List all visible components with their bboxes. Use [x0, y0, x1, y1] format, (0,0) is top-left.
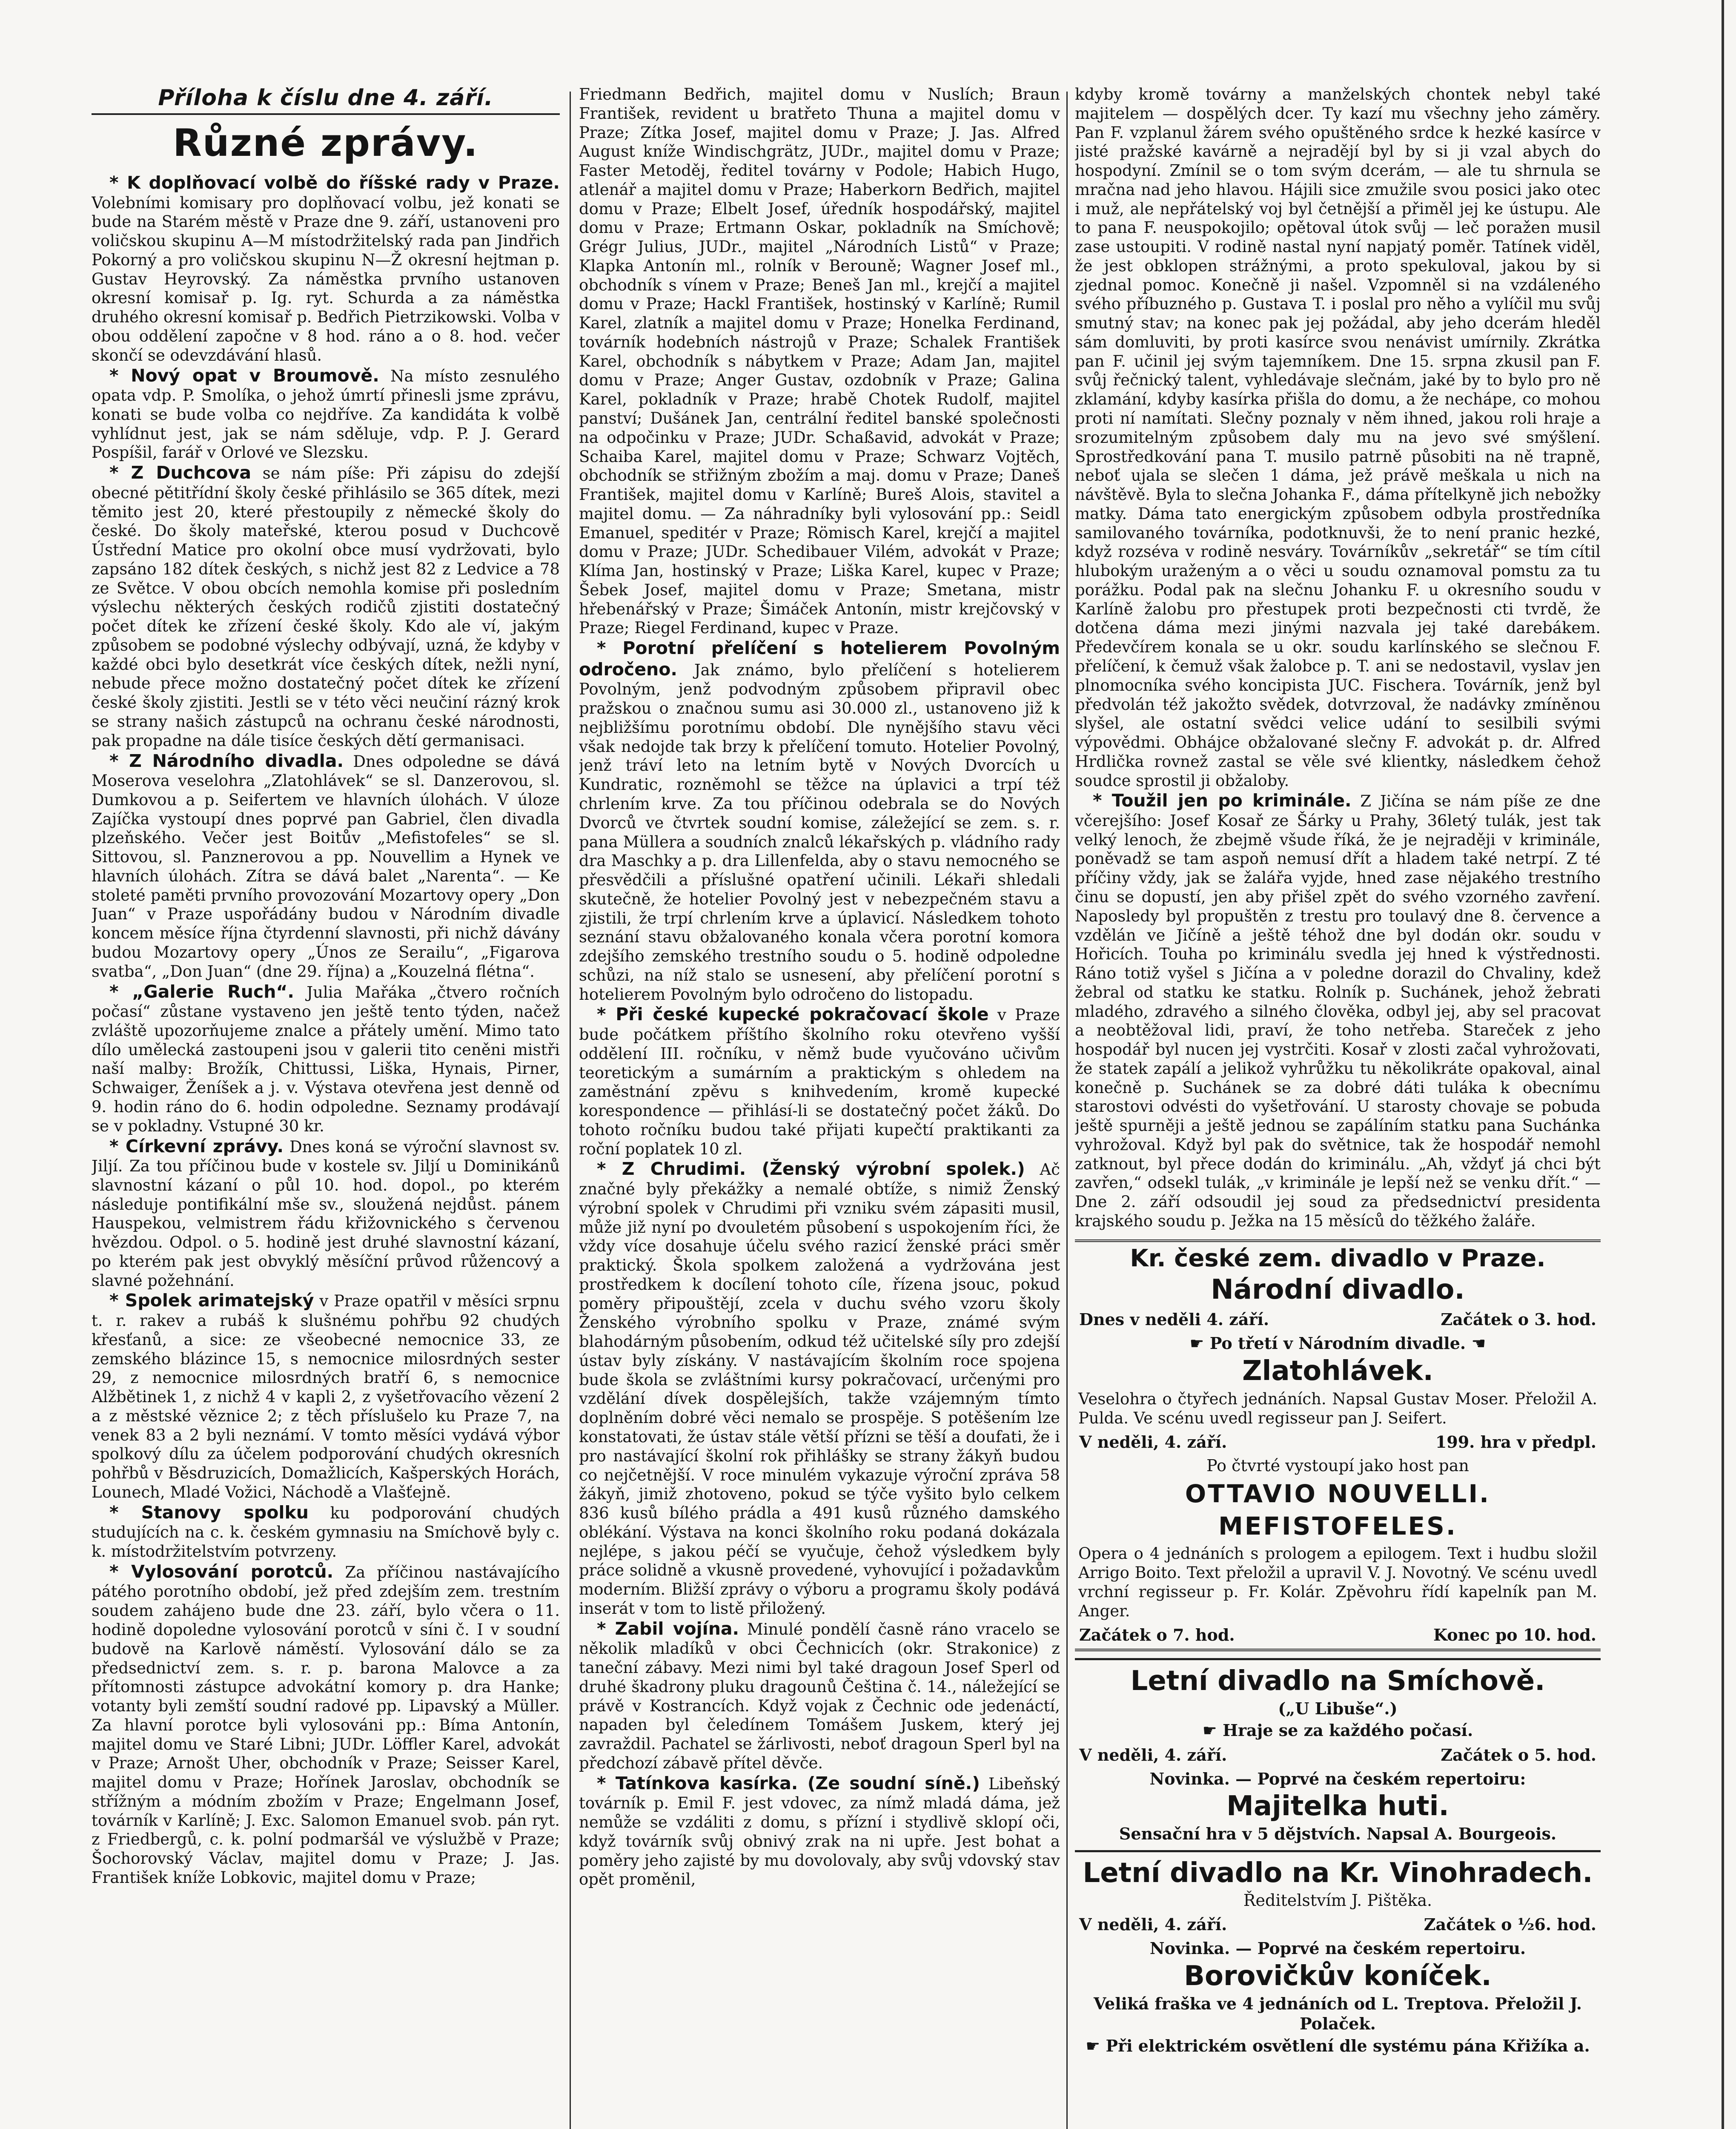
novelty-line: Novinka. — Poprvé na českém repertoiru.	[1149, 1939, 1526, 1958]
play-title: Borovičkův koníček.	[1184, 1960, 1492, 1992]
article-headline: * Nový opat v Broumově.	[109, 365, 379, 386]
article-text: Ač značné byly překážky a nemalé obtíže, s nimiž Ženský výrobní spolek v Chrudimi při vzniku svém zápasiti musil, může již nyní po dvouletém působení s uspokojením říci, že vždy více dosahuje účelu svého razicí ženské práci směr praktický. Škola spolkem založená a vydržována jest prostředkem k docílení tohoto cíle, řízena jsouc, pokud poměry připouštějí, zcela v duchu svého vzoru školy Ženského výrobního spolku v Praze, známé svým blahodárným působením, odkud též učitelské síly pro zdejší ústav byly získány. V nastávajícím školním roce spojena bude škola se zvláštními kursy pokračovací, určenými pro vzdělání dívek dospělejších, takže vzájemným tímto doplněním dobré věci nemalo se prospěje. S potěšením lze konstatovati, že ústav stále větší přízni se těší a doufati, že i pro nastávající školní rok přihlášky se strany žákyň budou co nejčetnější. V roce minulém vykazuje výroční zpráva 58 žákyň, jimiž zhotoveno, pokud se týče vyšito bylo celkem 836 kusů bílého prádla a 491 kusů různého damského oblékání. Výstava na konci školního roku podaná dokázala nejlépe, s jakou péčí se vyučuje, čehož výsledkem byly práce solidně a vkusně provedené, vyhovující i požadavkům moderním. Bližší zprávy o výboru a programu školy podává inserát v tom to listě přiložený.	[579, 1160, 1060, 1618]
start-evening: Začátek o 7. hod.	[1079, 1625, 1235, 1644]
theatre-name: Letní divadlo na Smíchově.	[1130, 1665, 1545, 1697]
start-time: Začátek o 3. hod.	[1441, 1309, 1596, 1329]
play-title: Zlatohlávek.	[1242, 1355, 1433, 1387]
theatre-smichov-ad	[1075, 1658, 1601, 1844]
column-2	[579, 85, 1060, 2129]
article-paragraph	[92, 751, 560, 981]
weather-note: Hraje se za každého počasí.	[1223, 1721, 1473, 1740]
matinee-row	[1079, 1310, 1596, 1329]
lighting-row	[1075, 2036, 1601, 2057]
article-text: Volebními komisary pro doplňovací volbu, jež konati se bude na Starém městě v Praze dne 9. září, ustanoveni pro voličskou skupinu A—M místodržitelský rada pan Jindřich Pokorný a pro voličskou skupinu N—Ž okresní hejtman p. Gustav Heyrovský. Za náměstka prvního ustanoven okresní komisař p. Ig. ryt. Schurda a za náměstka druhého okresní komisař p. Bedřich Pietrzikowski. Volba v obou oddělení započne v 8 hod. ráno a o 8. hod. večer skončí se odevzdávání hlasů.	[92, 193, 560, 364]
article-text: Libeňský továrník p. Emil F. jest vdovec, za nímž mladá dáma, jež nemůže se vzdáliti z domu, s přízní i stydlivě sklopí oči, když továrník svůj obnivý zrak na ni upře. Jest bohat a poměry jeho zajisté by mu dovolovaly, aby svůj vdovský stav opět proměnil,	[579, 1774, 1060, 1889]
article-paragraph	[579, 1618, 1060, 1773]
article-text: v Praze bude počátkem příštího školního roku otevřeno vyšší oddělení III. ročníku, v němž bude vyučováno učivům teoretickým a sumárním a praktickým s ohledem na zaměstnání zpěvu s knihvedením, kromě kupecké korespondence — přihlásí-li se dostatečný počet žáků. Do tohoto ročníku budou také přijati kupečtí praktikanti za roční poplatek 10 zl.	[579, 1006, 1060, 1158]
article-headline: * Tatínkova kasírka. (Ze soudní síně.)	[597, 1773, 980, 1793]
article-paragraph	[1075, 85, 1601, 790]
evening-date: V neděli, 4. září.	[1079, 1432, 1227, 1452]
article-text: Na místo zesnulého opata vdp. P. Smolíka, o jehož úmrtí přinesli jsme zprávu, konati se bude volba co nejdříve. Za kandidáta k volbě vyhlídnut jest, jak se nám sděluje, vdp. P. J. Gerard Pospíšil, farář v Orlové ve Slezsku.	[92, 367, 560, 462]
end-evening: Konec po 10. hod.	[1433, 1625, 1596, 1644]
col1-articles	[92, 172, 560, 1888]
guest-line: Po čtvrté vystoupí jako host pan	[1206, 1456, 1469, 1475]
theatre-name: Letní divadlo na Kr. Vinohradech.	[1083, 1857, 1593, 1889]
opera-title: MEFISTOFELES.	[1218, 1512, 1457, 1541]
repeat-note: Po třetí v Národním divadle.	[1209, 1333, 1466, 1353]
article-text: se nám píše: Při zápisu do zdejší obecné pětitřídní školy české přihlásilo se 365 dítek, mezi těmito jest 20, které přestoupily z německé školy do české. Do školy mateřské, kterou posud v Duchcově Ústřední Matice pro okolní obce musí vydržovati, bylo zapsáno 182 dítek českých, s nichž jest 82 z Ledvice a 78 ze Světce. V obou obcích nemohla komise při posledním výslechu některých českých rodičů zjistiti dostatečný počet dítek ke zřízení české školy. Kdo ale ví, jakým způsobem se podobné výslechy odbývají, uzná, že kdyby v každé obci bylo desetkrát více českých dítek, nežli nyní, nebude přece možno dostatečný počet dítek ke zřízení české školy zjistiti. Jestli se v této věci neučiní rázný krok se strany našich zástupců na ochranu české národnosti, pak propadne na dále tisíce českých dětí germanisaci.	[92, 464, 560, 750]
pointing-hand-icon: ☛	[1189, 1334, 1204, 1353]
article-headline: * Spolek arimatejský	[109, 1290, 314, 1311]
article-text: Dnes koná se výroční slavnost sv. Jiljí. Za tou příčinou bude v kostele sv. Jiljí u Dominikánů slavnostní kázaní o půl 10. hod. dopol., po kterém následuje pontifikální mše sv., sloužená nejdůst. pánem Hauspekou, velmistrem řádu křižovnického s červenou hvězdou. Odpol. o 5. hodině jest druhé slavnostní kázaní, po kterém pak jest obvyklý měsíční průvod růžencový a slavné požehnání.	[92, 1137, 560, 1290]
article-paragraph	[92, 981, 560, 1136]
article-paragraph	[579, 1159, 1060, 1618]
theatre-name: Národní divadlo.	[1211, 1274, 1465, 1306]
theatre-header: Kr. české zem. divadlo v Praze.	[1130, 1244, 1546, 1272]
weather-row	[1075, 1720, 1601, 1741]
article-text: kdyby kromě továrny a manželských chontek nebyl také majitelem — dospělých dcer. Ty kazí mu všechny jeho záměry. Pan F. vzplanul žárem svého opuštěného srdce k hezké kasírce v jisté pražské kavárně a nejradějí byl by si ji vzal abych do hospodyní. Zmínil se o tom svým dcerám, — ale tu shrnula se mračna nad jeho hlavou. Hájili sice zmužile svou posici jako otec i muž, ale nepřátelský voj byl četnější a přiměl jej ke ústupu. Ale to pana F. neuspokojilo; opětoval útok svůj — leč poražen musil zase ustoupiti. V rodině nastal nyní napjatý poměr. Tatínek viděl, že jest obklopen strážnými, a proto spekuloval, jakou by si zjednal pomoc. Konečně ji našel. Vzpomněl si na vzdáleného svého příbuzného p. Gustava T. i poslal pro něho a vylíčil mu svůj smutný stav; na konec pak jej požádal, aby jeho dcerám hleděl sám domluviti, by proti kasírce svou nenávist umírnily. Zkrátka pan F. učinil jej svým tajemníkem. Dne 15. srpna zkusil pan F. svůj řečnický talent, vyhledávaje slečnám, jaké by to bylo pro ně zklamání, kdyby kasírka přišla do domu, a že nechápe, co mohou proti ní namítati. Slečny poznaly v něm ihned, jakou roli hraje a srozumitelným způsobem daly mu na jevo své smýšlení. Sprostředkování pana T. musilo patrně působiti na ně trapně, neboť ujala se slečen 1 dáma, jež právě meškala u nich na návštěvě. Byla to slečna Johanka F., dáma přítelkyně jich nebožky matky. Dáma tato energickým způsobem odbyla prostředníka samilovaného továrníka, podotknuvši, že to není pranic hezké, když rozséva v rodině nesváry. Továrníkův „sekretář“ se tím cítil hlubokým uraženým a o věci u soudu oznamoval pomstu za tu porážku. Podal pak na slečnu Johanku F. u okresního soudu v Karlíně žalobu pro přestupek proti bezpečnosti cti tvrdě, že dotčena dáma mezi jinými nazvala jej také darebákem. Předevčírem konala se u okr. soudu karlínského se slečnou F. přelíčení, k čemuž však žalobce p. T. ani se nedostavil, vyslav jen plnomocníka svého koncipista JUC. Fischera. Továrník, jenž byl předvolán též jakožto svědek, dotvrzoval, že nadávky zmíněnou slyšel, ale ostatní svědci velice udání to sesilbili svými výpovědmi. Obhájce obžalované slečny F. advokát p. dr. Alfred Hrdlička rovnež zastal se věle své klientky, následkem čehož soudce sprostil ji obžaloby.	[1075, 85, 1601, 790]
column-3	[1075, 85, 1601, 2129]
article-headline: * Z Národního divadla.	[109, 750, 344, 771]
date-line: V neděli, 4. září.	[1079, 1915, 1227, 1934]
opera-description: Opera o 4 jednáních s prologem a epilogem. Text i hudbu složil Arrigo Boito. Text přeložil a upravil V. J. Novotný. Ve scénu uvedl vrchní regisseur p. Fr. Kolár. Zpěvohru řídí kapelník pan M. Anger.	[1078, 1544, 1597, 1621]
page-edge	[1722, 0, 1724, 2129]
lighting-note: Při elektrickém osvětlení dle systému pána Křižíka a.	[1106, 2036, 1590, 2055]
novelty-line: Novinka. — Poprvé na českém repertoiru:	[1149, 1769, 1526, 1788]
article-text: Minulé pondělí časně ráno vracelo se několik mladíků v obci Čechnicích (okr. Strakonice) z taneční zábavy. Mezi nimi byl také dragoun Josef Sperl od druhé škadrony pluku dragounů Čeština č. 14., náležející se právě v Kostrancích. Když vojak z Čechnic ode jedenáctí, napaden byl čeledínem Tomášem Juskem, který jej zavraždil. Pachatel se žárlivosti, neboť dragoun Sperl byl na předchozí zábavě přítel děvče.	[579, 1620, 1060, 1772]
pointing-hand-icon: ☛	[1086, 2036, 1100, 2055]
article-text: Friedmann Bedřich, majitel domu v Nuslích; Braun František, revident u bratřeto Thuna a majitel domu v Praze; Zítka Josef, majitel domu v Praze; J. Jas. Alfred August kníže Windischgrätz, JUDr., majitel domu v Praze; Faster Metoděj, ředitel továrny v Podole; Habich Hugo, atlenář a majitel domu v Praze; Haberkorn Bedřich, majitel domu v Praze; Elbelt Josef, úředník hospodářský, majitel domu v Praze; Ertmann Oskar, pokladník na Smíchově; Grégr Julius, JUDr., majitel „Národních Listů“ v Praze; Klapka Antonín ml., rolník v Berouně; Wagner Josef ml., obchodník s vínem v Praze; Beneš Jan ml., krejčí a majitel domu v Praze; Hackl František, hostinský v Karlíně; Rumil Karel, zlatník a majitel domu v Praze; Honelka Ferdinand, továrník hodebních nástrojů v Praze; Schalek František Karel, obchodník s nábytkem v Praze; Adam Jan, majitel domu v Praze; Anger Gustav, ozdobník v Praze; Galina Karel, pokladník v Praze; hrabě Chotek Rudolf, majitel panství; Dušánek Jan, centrální ředitel banské společnosti na odpočinku v Praze; JUDr. Schaßavid, advokát v Praze; Schaiba Karel, majitel domu v Praze; Schwarz Vojtěch, obchodník se střižným zbožím a maj. domu v Praze; Daneš František, majitel domu v Karlíně; Bureš Alois, stavitel a majitel domu. — Za náhradníky byli vylosování pp.: Seidl Emanuel, speditér v Praze; Römisch Karel, krejčí a majitel domu v Praze; JUDr. Schedibauer Vilém, advokát v Praze; Klíma Jan, hostinský v Praze; Liška Karel, kupec v Praze; Šebek Josef, majitel domu v Praze; Smetana, mistr hřebenářský v Praze; Šimáček Antonín, mistr krejčovský v Praze; Riegel Ferdinand, kupec v Praze.	[579, 85, 1060, 637]
article-headline: * „Galerie Ruch“.	[109, 981, 294, 1002]
article-headline: * K doplňovací volbě do říšské rady v Praze.	[109, 172, 560, 193]
article-headline: * Při české kupecké pokračovací škole	[597, 1004, 989, 1025]
supplement-title: Příloha k číslu dne 4. září.	[158, 85, 493, 111]
play-description: Sensační hra v 5 dějstvích. Napsal A. Bourgeois.	[1119, 1824, 1557, 1844]
theatre-national-ad	[1075, 1240, 1601, 1651]
evening-note: 199. hra v předpl.	[1435, 1432, 1596, 1452]
play-description: Veliká fraška ve 4 jednáních od L. Treptova. Přeložil J. Polaček.	[1094, 1994, 1582, 2034]
article-text: Za příčinou nastávajícího pátého porotního období, jež před zdejším zem. trestním soudem zahájeno bude dne 23. září, bylo včera o 11. hodině dopoledne vylosování porotců v síni č. I v soudní budově na Karlově náměstí. Vylosování dálo se za předsednictví zem. s. r. p. barona Malovce a za přítomnosti zástupce advokátní komory p. dra Hanke; votanty byli zemští soudní radové pp. Lipavský a Müller. Za hlavní porotce byli vylosováni pp.: Bíma Antonín, majitel domu ve Staré Libni; JUDr. Löffler Karel, advokát v Praze; Arnošt Uher, obchodník v Praze; Seisser Karel, majitel domu v Praze; Hořínek Jaroslav, obchodník se střížným a módním zbožím v Praze; Engelmann Josef, továrník v Karlíně; J. Exc. Salomon Emanuel svob. pán ryt. z Friedbergů, c. k. polní podmaršál ve výslužbě v Praze; Šochorovský Václav, majitel domu v Praze; J. Jas. František kníže Lobkovic, majitel domu v Praze;	[92, 1563, 560, 1887]
guest-name: OTTAVIO NOUVELLI.	[1185, 1479, 1491, 1509]
article-headline: * Z Chrudimi. (Ženský výrobní spolek.)	[597, 1159, 1025, 1179]
evening-times	[1079, 1625, 1596, 1644]
pointing-hand-icon: ☚	[1471, 1334, 1486, 1353]
column-rule	[570, 92, 571, 2129]
article-text: Dnes odpoledne se dává Moserova veselohra „Zlatohlávek“ se sl. Danzerovou, sl. Dumkovou a p. Seifertem ve hlavních úlohách. V úloze Zajíčka vystoupí dnes poprvé pan Gabriel, člen divadla plzeňského. Večer jest Boitův „Mefistofeles“ se sl. Sittovou, sl. Panznerovou a pp. Nouvellim a Hynek ve hlavních úlohách. Zítra se dává balet „Narenta“. — Ke stoleté paměti prvního provozování Mozartovy opery „Don Juan“ v Praze uspořádány budou v Národním divadle koncem měsíce října čtyrdenní slavnosti, při nichž dávány budou Mozartovy opery „Únos ze Serailu“, „Figarova svatba“, „Don Juan“ (dne 29. října) a „Kouzelná flétna“.	[92, 752, 560, 981]
article-paragraph	[92, 462, 560, 750]
article-text: ku podporování chudých studujících na c. k. českém gymnasiu na Smíchově byly c. k. místodržitelstvím potvrzeny.	[92, 1503, 560, 1561]
article-text: Jak známo, bylo přelíčení s hotelierem Povolným, jenž podvodným způsobem připravil obec pražskou o značnou sumu asi 30.000 zl., ustanoveno již k nejbližšímu porotnímu období. Dle nynějšího stavu věci však nedojde tak brzy k přelíčení tomuto. Hotelier Povolný, jenž tráví leto na letním bytě v Nových Dvorcích u Kundratic, rozněmohl se těžce na úplavici a trpí též chrlením krve. Za tou příčinou odebrala se do Nových Dvorců ve čtvrtek soudní komise, záležející se zem. s. r. pana Müllera a soudních znalců lékařských p. vládního rady dra Maschky a p. dra Lillenfelda, aby o stavu nemocného se přesvědčili a příslušné opatření učinili. Lékaři shledali skutečně, že hotelier Povolný jest v nebezpečném stavu a zjistili, že trpí chrlením krve a úplavicí. Následkem tohoto seznání stavu obžalovaného konala včera porotní komora zdejšího zemského trestního soudu o 5. hodině odpoledne schůzi, na níž stalo se usnesení, aby přelíčení porotní s hotelierem Povolným bylo odročeno do listopadu.	[579, 660, 1060, 1004]
date-row	[1079, 1915, 1596, 1934]
article-paragraph	[579, 1004, 1060, 1159]
article-headline: * Toužil jen po kriminále.	[1093, 790, 1352, 811]
theatre-vinohrady-ad	[1075, 1850, 1601, 2057]
article-paragraph	[579, 1773, 1060, 1889]
repeat-note-row	[1075, 1333, 1601, 1354]
article-paragraph	[92, 1561, 560, 1888]
article-text: Z Jičína se nám píše ze dne včerejšího: Josef Kosař ze Šárky u Prahy, 36letý tulák, jest tak velký lenoch, že zbejmě všude říká, že je nejraději v kriminále, poněvadž se tam aspoň nemusí dřít a hladem také netrpí. Z té příčiny vždy, jak se žalářa vyjde, hned zase nějakého trestního činu se dopustí, jen aby přišel zpět do svého vzorného zavření. Naposledy byl propuštěn z trestu pro toulavý dne 8. července a vzdělán ve Jičíně a ještě téhož dne byl dodán okr. soudu v Hořicích. Touha po kriminálu svedla jej hned k výstřednosti. Ráno totiž vyšel s Jičína a v poledne dorazil do Chvaliny, kdež žebral od statku ke statku. Rolník p. Suchánek, jehož žebrati mladého, zdravého a silného člověka, odbyl jej, aby sel pracovat a neobtěžoval lidi, praví, že toho netřeba. Stareček z jeho hospodář byl nucen jej vystrčiti. Kosař v zlosti začal vyhrožovati, že statek zapálí a jelikož vyhrůžku tu několikráte opakoval, ainal konečně p. Suchánek se za dobré dáti tuláka k obecnímu starostovi odvésti do vyšetřování. U starosty chovaje se pobuda ještě spurněji a ještě jednou se zapálíním statku pana Suchánka vyhrožoval. Když byl pak do světnice, tak že hospodář nemohl zatknout, byl přece dodán do kriminálu. „Ah, vždyť já chci být zavřen,“ odsekl tulák, „v kriminále je lepší než se venku dřít.“ — Dne 2. září odsoudil jej soud za předsednictví presidenta krajského soudu p. Ježka na 15 měsíců do těžkého žaláře.	[1075, 792, 1601, 1231]
article-headline: * Z Duchcova	[109, 462, 252, 483]
play-title: Majitelka huti.	[1226, 1790, 1449, 1822]
director-line: Ředitelstvím J. Pištěka.	[1243, 1891, 1432, 1910]
start-time: Začátek o 5. hod.	[1441, 1745, 1596, 1765]
column-rule	[1066, 92, 1068, 2129]
col3-articles	[1075, 85, 1601, 1231]
article-headline: * Vylosování porotců.	[109, 1561, 334, 1582]
article-headline: * Porotní přelíčení s hotelierem Povolným odročeno.	[579, 638, 1060, 680]
article-text: Julia Mařáka „čtvero ročních počasí“ zůstane vystaveno jen ještě tento týden, načež zvláště upozorňujeme znalce a přátely umění. Mimo tato dílo umělecká zastoupeni jsou v galerii tito ceněni mistři naší malby: Brožík, Chittussi, Liška, Hynais, Pirner, Schwaiger, Ženíšek a j. v. Výstava otevřena jest denně od 9. hodin ráno do 6. hodin odpoledne. Seznamy prodávají se v pokladny. Vstupné 30 kr.	[92, 983, 560, 1135]
article-paragraph	[1075, 790, 1601, 1231]
article-paragraph	[92, 365, 560, 463]
section-title: Různé zprávy.	[173, 121, 478, 165]
article-paragraph	[579, 85, 1060, 638]
article-paragraph	[92, 172, 560, 365]
article-headline: * Zabil vojína.	[597, 1618, 739, 1639]
start-time: Začátek o ½6. hod.	[1424, 1915, 1596, 1934]
date-line: Dnes v neděli 4. září.	[1079, 1309, 1269, 1329]
article-paragraph	[579, 638, 1060, 1004]
date-line: V neděli, 4. září.	[1079, 1745, 1227, 1765]
header-rule	[92, 113, 560, 115]
theatre-sub: („U Libuše“.)	[1278, 1699, 1398, 1718]
article-headline: * Stanovy spolku	[109, 1502, 309, 1523]
article-paragraph	[92, 1290, 560, 1502]
article-paragraph	[92, 1136, 560, 1291]
pointing-hand-icon: ☛	[1202, 1721, 1217, 1740]
date-row	[1079, 1745, 1596, 1765]
article-text: v Praze opatřil v měsíci srpnu t. r. rakev a rubáš k slušnému pohřbu 92 chudých křesťanů, a sice: ze všeobecné nemocnice 33, ze zemského blázince 15, s nemocnice milosrdných sester 29, z nemocnice milosrdných bratří 6, s nemocnice Alžbětinek 1, z nichž 4 v kapli 2, z vyšetřovacího vězení 2 a z městské věznice 2; z těch příslušelo ku Praze 7, na venek 83 a 2 byli neznámí. V tomto měsíci vydává výbor spolkový dílu za účelem podporování chudých okresních pohřbů v Běsdruzicích, Domažlicích, Kašperských Horách, Lounech, Mladé Vožici, Náchodě a Vlašťejně.	[92, 1292, 560, 1501]
col2-articles	[579, 85, 1060, 1889]
evening-row	[1079, 1432, 1596, 1452]
play-description: Veselohra o čtyřech jednáních. Napsal Gustav Moser. Přeložil A. Pulda. Ve scénu uvedl regisseur pan J. Seifert.	[1078, 1390, 1597, 1428]
article-paragraph	[92, 1502, 560, 1561]
column-1	[92, 85, 560, 2129]
article-headline: * Církevní zprávy.	[109, 1136, 284, 1156]
